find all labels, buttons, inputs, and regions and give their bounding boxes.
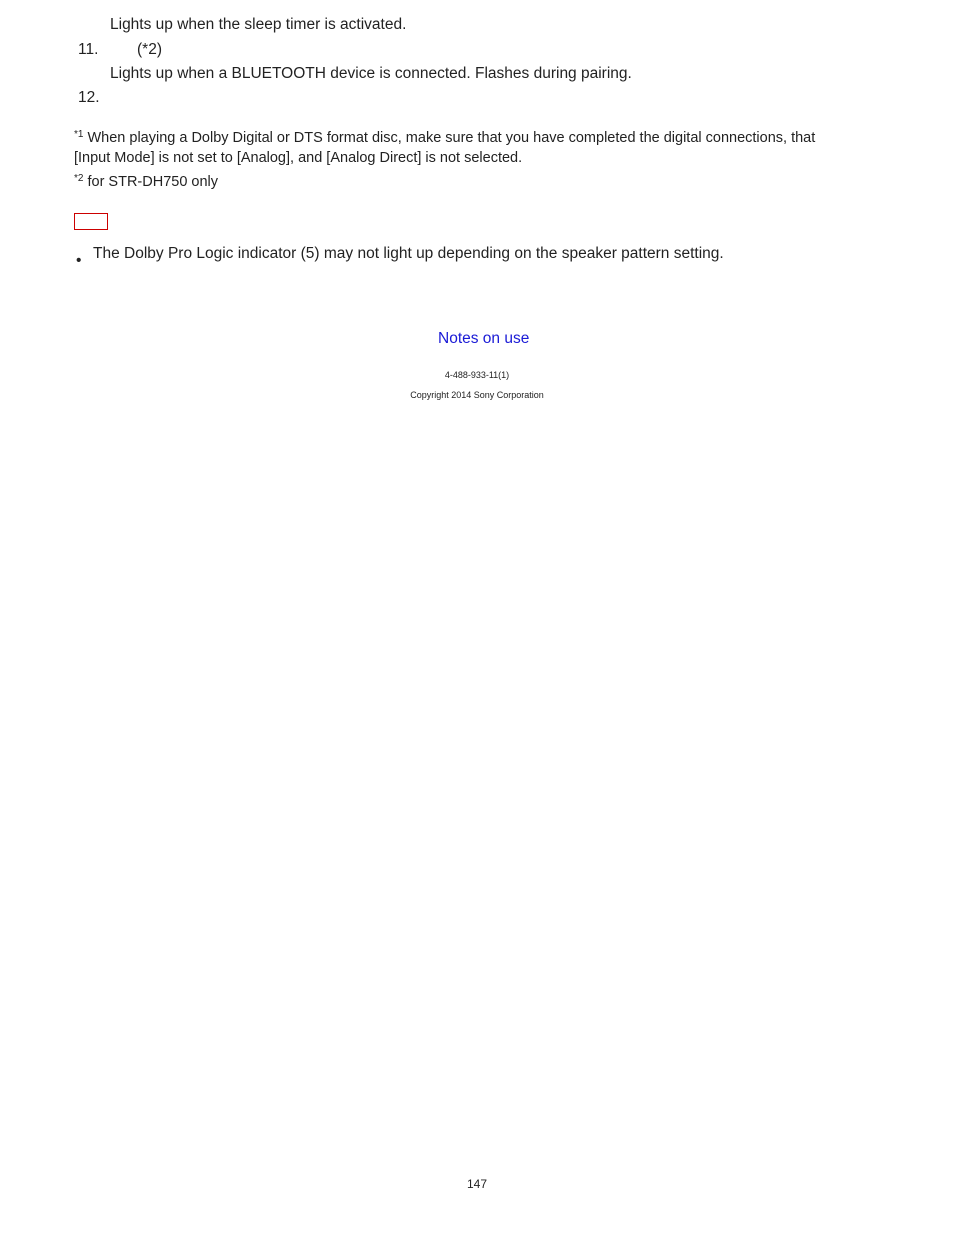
footnote-2-text: for STR-DH750 only: [87, 174, 219, 190]
footnote-1-marker: *1: [74, 129, 84, 140]
item-description-sleep: Lights up when the sleep timer is activated.: [110, 16, 407, 33]
item-description-bluetooth: Lights up when a BLUETOOTH device is connected. Flashes during pairing.: [110, 65, 632, 82]
notes-on-use-link[interactable]: Notes on use: [438, 330, 530, 347]
item-number-11: 11.: [78, 41, 99, 58]
footnote-1-line1: When playing a Dolby Digital or DTS format disc, make sure that you have completed the digital connections, that: [87, 130, 816, 146]
footnote-2: [74, 173, 218, 191]
document-code: 4-488-933-11(1): [444, 370, 510, 380]
page-number: 147: [466, 1177, 488, 1191]
copyright-text: Copyright 2014 Sony Corporation: [410, 390, 544, 400]
item-number-12: 12.: [78, 89, 100, 106]
note-bullet-text: The Dolby Pro Logic indicator (5) may not light up depending on the speaker pattern setting.: [93, 245, 724, 262]
footnote-2-marker: *2: [74, 173, 84, 184]
footnote-1: [74, 129, 870, 147]
note-heading-box: [74, 213, 108, 230]
footnote-1-continued: [Input Mode] is not set to [Analog], and [Analog Direct] is not selected.: [74, 150, 523, 166]
bullet-dot: •: [76, 252, 82, 269]
item-label-11: (*2): [137, 41, 162, 58]
